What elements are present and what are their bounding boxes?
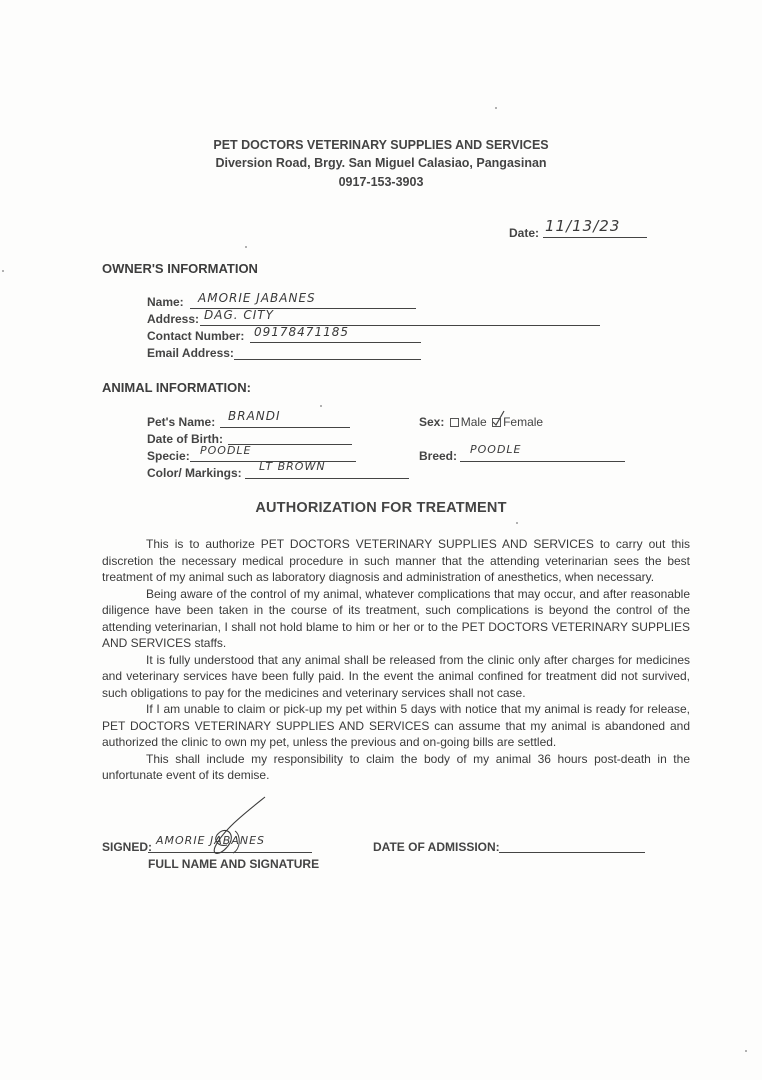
signature-caption: FULL NAME AND SIGNATURE	[148, 857, 320, 871]
color-label: Color/ Markings:	[147, 466, 242, 480]
owner-name-value: AMORIE JABANES	[198, 291, 316, 305]
owner-contact-label: Contact Number:	[147, 329, 245, 343]
company-name: PET DOCTORS VETERINARY SUPPLIES AND SERVICES	[213, 138, 549, 152]
owner-section-title: OWNER'S INFORMATION	[102, 261, 258, 276]
owner-email-field[interactable]	[234, 345, 421, 360]
pet-name-label: Pet's Name:	[147, 415, 216, 429]
owner-name-label: Name:	[147, 295, 184, 309]
pet-name-field[interactable]	[220, 409, 350, 428]
signature-scribble	[175, 795, 275, 860]
scan-speck	[745, 1050, 747, 1052]
authorization-body	[102, 536, 690, 784]
signed-label: SIGNED:	[102, 840, 153, 854]
breed-value: POODLE	[470, 443, 522, 456]
color-value: LT BROWN	[259, 460, 326, 473]
company-phone: 0917-153-3903	[338, 175, 424, 189]
dob-field[interactable]	[228, 430, 352, 445]
signed-value: AMORIE JABANES	[156, 834, 266, 847]
sex-male-checkbox[interactable]	[450, 418, 459, 427]
company-address: Diversion Road, Brgy. San Miguel Calasiao, Pangasinan	[215, 156, 547, 170]
admission-field[interactable]	[499, 838, 645, 853]
owner-address-value: DAG. CITY	[204, 308, 274, 322]
authorization-paragraph: If I am unable to claim or pick-up my pet within 5 days with notice that my animal is ready for release, PET DOCTORS VETERINARY SUPPLIES AND SERVICES can assume that my animal is abandoned and authorized the clinic to own my pet, unless the previous and on-going bills are settled.	[102, 702, 690, 749]
sex-label: Sex:	[419, 415, 445, 429]
owner-email-label: Email Address:	[147, 346, 234, 360]
color-field[interactable]	[245, 460, 409, 479]
authorization-title: AUTHORIZATION FOR TREATMENT	[255, 500, 507, 516]
specie-label: Specie:	[147, 449, 190, 463]
date-value: 11/13/23	[545, 217, 621, 235]
dob-label: Date of Birth:	[147, 432, 223, 446]
owner-contact-value: 09178471185	[254, 325, 349, 339]
scan-speck	[495, 107, 497, 109]
owner-address-field[interactable]	[200, 308, 600, 326]
scan-speck	[320, 405, 322, 407]
sex-female-label: Female	[503, 415, 544, 429]
checkmark-icon	[492, 410, 506, 426]
scan-speck	[245, 246, 247, 248]
scan-speck	[2, 270, 4, 272]
date-field[interactable]	[543, 217, 647, 238]
authorization-paragraph: This shall include my responsibility to claim the body of my animal 36 hours post-death in the unfortunate event of its demise.	[102, 751, 690, 782]
sex-group	[419, 415, 543, 429]
authorization-paragraph: It is fully understood that any animal shall be released from the clinic only after charges for medicines and veterinary services have been fully paid. In the event the animal confined for treatment did not survived, such obligations to pay for the medicines and veterinary services shall not case.	[102, 652, 690, 700]
scan-speck	[516, 522, 518, 524]
date-label: Date:	[509, 226, 540, 240]
authorization-paragraph: This is to authorize PET DOCTORS VETERINARY SUPPLIES AND SERVICES to carry out this discretion the necessary medical procedure in such manner that the attending veterinarian sees the best treatment of my animal such as laboratory diagnosis and administration of anesthetics, when necessary.	[102, 537, 690, 584]
animal-section-title: ANIMAL INFORMATION:	[102, 380, 251, 395]
owner-address-label: Address:	[147, 312, 200, 326]
breed-field[interactable]	[460, 443, 625, 462]
owner-name-field[interactable]	[190, 291, 416, 309]
authorization-paragraph: Being aware of the control of my animal, whatever complications that may occur, and after reasonable diligence have been taken in the course of its treatment, such complications is beyond the control of the attending veterinarian, I shall not hold blame to him or her or to the PET DOCTORS VETERINARY SUPPLIES AND SERVICES staffs.	[102, 586, 690, 650]
owner-contact-field[interactable]	[250, 325, 421, 343]
pet-name-value: BRANDI	[228, 409, 281, 423]
breed-label: Breed:	[419, 449, 458, 463]
sex-female-checkbox[interactable]	[492, 418, 501, 427]
specie-value: POODLE	[200, 444, 252, 457]
sex-male-label: Male	[460, 415, 487, 429]
admission-label: DATE OF ADMISSION:	[373, 840, 500, 854]
